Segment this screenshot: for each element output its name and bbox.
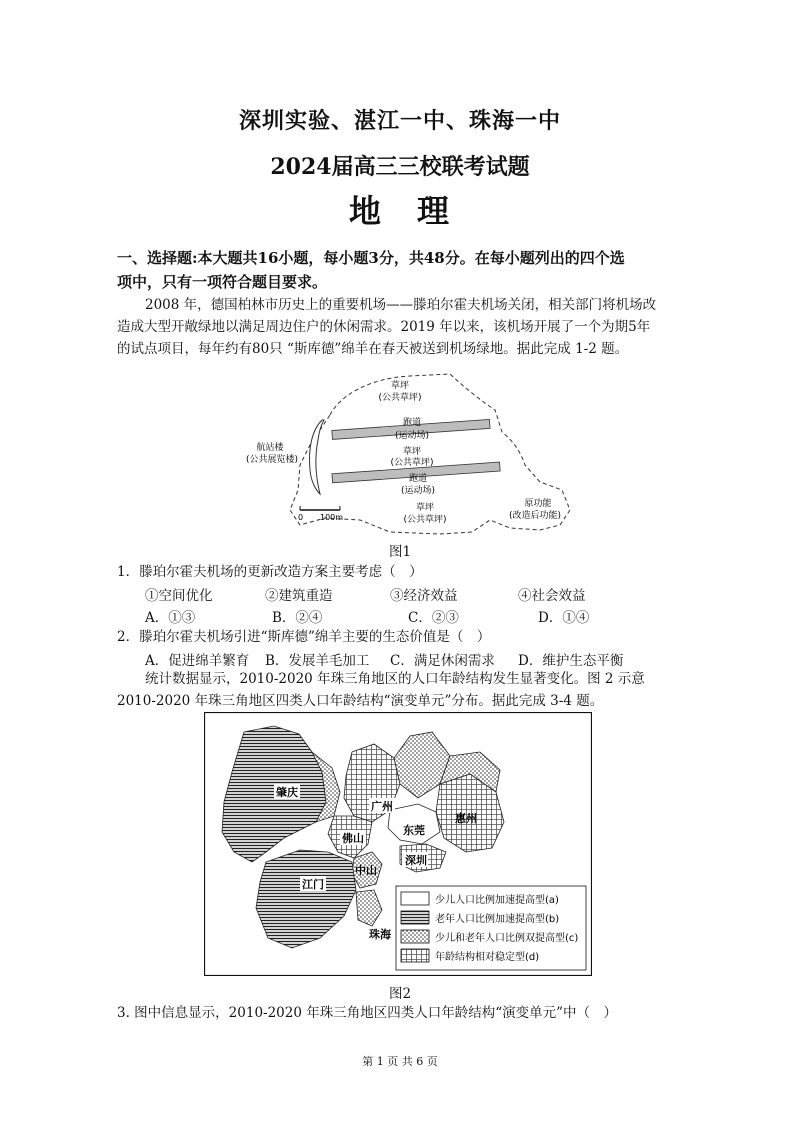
q1-option-a: A．①③ (145, 610, 196, 626)
figure2-caption: 图2 (388, 986, 412, 1002)
figure2-prd-map (204, 712, 592, 976)
label-huizhou: 惠州 (455, 812, 477, 825)
q3-stem: 3. 图中信息显示，2010-2020 年珠三角地区四类人口年龄结构“演变单元”中（ ） (117, 1005, 618, 1021)
label-lawn-mid: 草坪 (402, 447, 422, 457)
label-lawn-top: 草坪 (390, 381, 410, 391)
q1-option-c: C．②③ (408, 610, 459, 626)
passage1-line1: 2008 年，德国柏林市历史上的重要机场——滕珀尔霍夫机场关闭，相关部门将机场改 (145, 297, 657, 313)
legend-d: 年龄结构相对稳定型(d) (435, 952, 540, 963)
exam-title: 2024届高三三校联考试题 (270, 154, 530, 180)
q1-item-1: ①空间优化 (145, 588, 213, 604)
label-lawn-mid-sub: (公共草坪) (390, 458, 434, 468)
label-terminal-sub: (公共展览楼) (245, 455, 299, 465)
legend-swatch-d (401, 949, 429, 962)
subject-title: 地 理 (348, 192, 451, 230)
q1-item-3: ③经济效益 (390, 588, 458, 604)
q1-option-b: B．②④ (272, 610, 323, 626)
label-terminal: 航站楼 (256, 443, 284, 453)
label-hangar-sub: (改造后功能) (508, 511, 562, 521)
legend-swatch-c (401, 930, 429, 943)
q1-option-d: D．①④ (538, 610, 590, 626)
scale-length: 100m (320, 513, 344, 522)
label-runway2: 跑道 (408, 474, 428, 484)
label-lawn-bottom-sub: (公共草坪) (403, 515, 447, 525)
label-zhaoqing: 肇庆 (276, 786, 298, 799)
figure1-airport-map (240, 370, 600, 538)
legend-swatch-a (401, 892, 429, 905)
label-shenzhen: 深圳 (405, 854, 427, 867)
label-zhongshan: 中山 (355, 864, 377, 877)
legend-swatch-b (401, 911, 429, 924)
passage1-line2: 造成大型开敞绿地以满足周边住户的休闲需求。2019 年以来，该机场开展了一个为期5年 (117, 319, 651, 335)
label-foshan: 佛山 (342, 832, 364, 845)
q1-stem: 1．滕珀尔霍夫机场的更新改造方案主要考虑（ ） (117, 564, 423, 580)
legend-b: 老年人口比例加速提高型(b) (435, 914, 560, 925)
label-lawn-top-sub: (公共草坪) (378, 393, 422, 403)
passage2-line1: 统计数据显示，2010-2020 年珠三角地区的人口年龄结构发生显著变化。图 2 示意 (145, 671, 645, 687)
q1-item-2: ②建筑重造 (265, 588, 333, 604)
q2-stem: 2．滕珀尔霍夫机场引进“斯库德”绵羊主要的生态价值是（ ） (117, 629, 491, 645)
label-lawn-bottom: 草坪 (415, 503, 435, 513)
q2-option-a: A．促进绵羊繁育 (145, 653, 250, 669)
terminal-building (310, 420, 325, 494)
label-runway1: 跑道 (402, 418, 422, 428)
scale-zero: 0 (298, 513, 304, 522)
label-runway2-sub: (运动场) (400, 486, 436, 496)
page-footer: 第 1 页 共 6 页 (362, 1055, 438, 1068)
label-dongguan: 东莞 (403, 824, 425, 837)
label-jiangmen: 江门 (302, 878, 324, 891)
q2-option-b: B．发展羊毛加工 (265, 653, 370, 669)
label-guangzhou: 广州 (371, 800, 393, 813)
legend-c: 少儿和老年人口比例双提高型(c) (435, 933, 579, 944)
q2-option-c: C．满足休闲需求 (390, 653, 495, 669)
section-heading-line1: 一、选择题:本大题共16小题，每小题3分，共48分。在每小题列出的四个选 (117, 249, 625, 267)
map-legend (396, 886, 586, 970)
figure1-caption: 图1 (388, 544, 412, 560)
q1-item-4: ④社会效益 (518, 588, 586, 604)
q2-option-d: D．维护生态平衡 (518, 653, 624, 669)
label-runway1-sub: (运动场) (394, 431, 430, 441)
label-hangar: 原功能 (524, 499, 552, 509)
passage2-line2: 2010-2020 年珠三角地区四类人口年龄结构“演变单元”分布。据此完成 3-4 题。 (117, 693, 604, 709)
legend-a: 少儿人口比例加速提高型(a) (435, 895, 559, 906)
section-heading-line2: 项中，只有一项符合题目要求。 (117, 273, 328, 291)
label-zhuhai: 珠海 (369, 928, 391, 941)
school-title: 深圳实验、湛江一中、珠海一中 (238, 108, 561, 134)
passage1-line3: 的试点项目，每年约有80只 “斯库德”绵羊在春天被送到机场绿地。据此完成 1-2 题。 (117, 341, 629, 357)
